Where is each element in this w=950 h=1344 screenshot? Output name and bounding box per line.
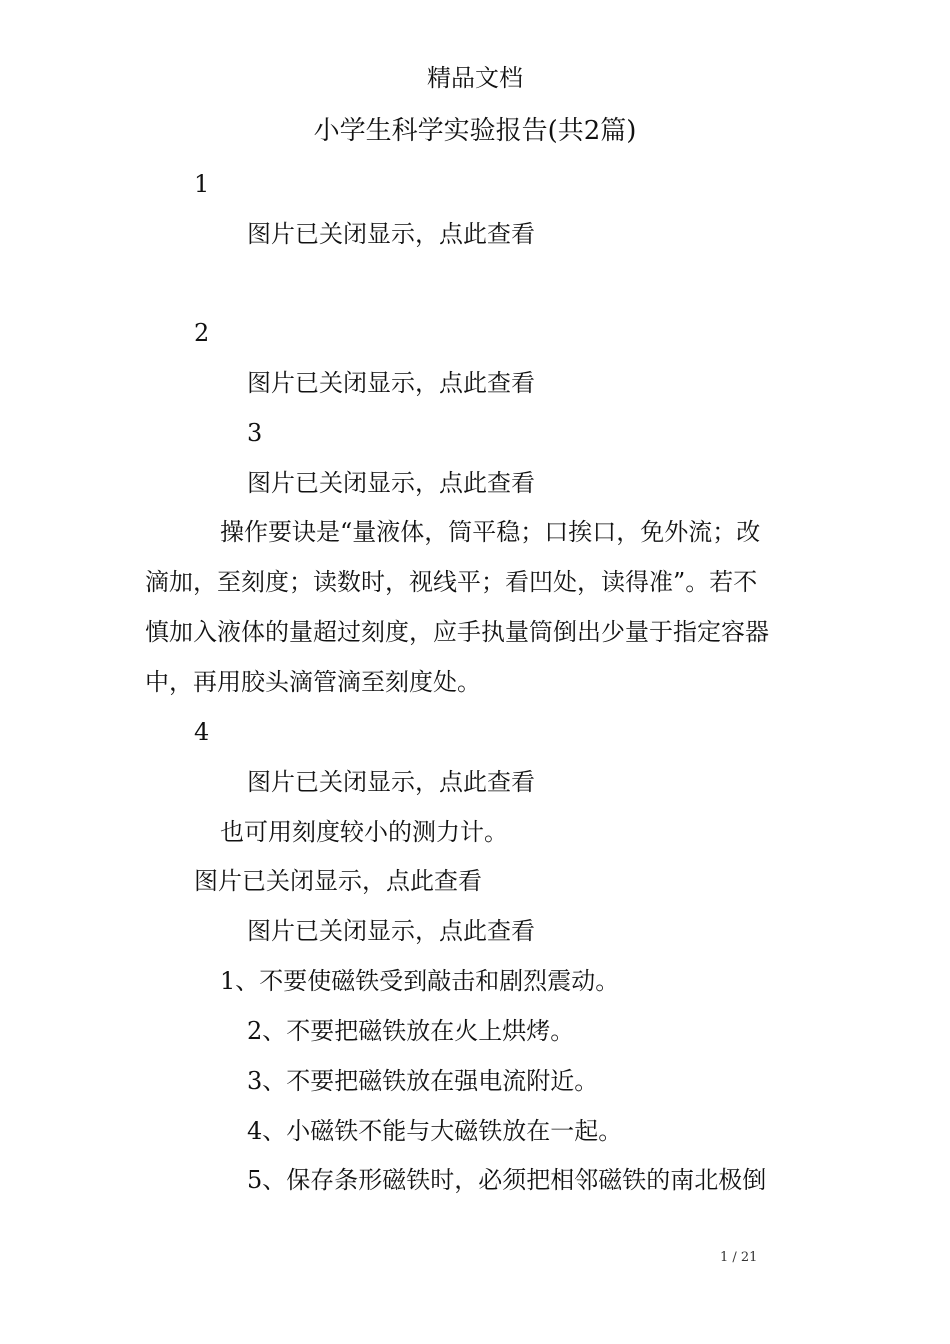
list-item: 5、保存条形磁铁时，必须把相邻磁铁的南北极倒	[247, 1166, 767, 1194]
paragraph-line: 操作要诀是“量液体，筒平稳；口挨口，免外流；改	[220, 518, 761, 546]
document-title: 小学生科学实验报告(共2篇)	[313, 116, 637, 146]
list-item: 4、小磁铁不能与大磁铁放在一起。	[247, 1117, 623, 1145]
section-number: 3	[247, 419, 263, 447]
page-header: 精品文档	[427, 64, 523, 92]
list-item: 1、不要使磁铁受到敲击和剧烈震动。	[220, 967, 620, 995]
section-number: 1	[194, 170, 210, 198]
hidden-image-link[interactable]: 图片已关闭显示，点此查看	[247, 469, 535, 497]
hidden-image-link[interactable]: 图片已关闭显示，点此查看	[247, 369, 535, 397]
hidden-image-link[interactable]: 图片已关闭显示，点此查看	[194, 867, 482, 895]
hidden-image-link[interactable]: 图片已关闭显示，点此查看	[247, 220, 535, 248]
paragraph-line: 慎加入液体的量超过刻度，应手执量筒倒出少量于指定容器	[145, 618, 769, 646]
hidden-image-link[interactable]: 图片已关闭显示，点此查看	[247, 768, 535, 796]
list-item: 2、不要把磁铁放在火上烘烤。	[247, 1017, 575, 1045]
section-number: 2	[194, 319, 210, 347]
paragraph-line: 中，再用胶头滴管滴至刻度处。	[145, 668, 481, 696]
page-number: 1 / 21	[720, 1250, 758, 1265]
paragraph-line: 也可用刻度较小的测力计。	[220, 818, 508, 846]
paragraph-line: 滴加，至刻度；读数时，视线平；看凹处，读得准”。若不	[145, 568, 758, 596]
hidden-image-link[interactable]: 图片已关闭显示，点此查看	[247, 917, 535, 945]
section-number: 4	[194, 718, 210, 746]
list-item: 3、不要把磁铁放在强电流附近。	[247, 1067, 599, 1095]
